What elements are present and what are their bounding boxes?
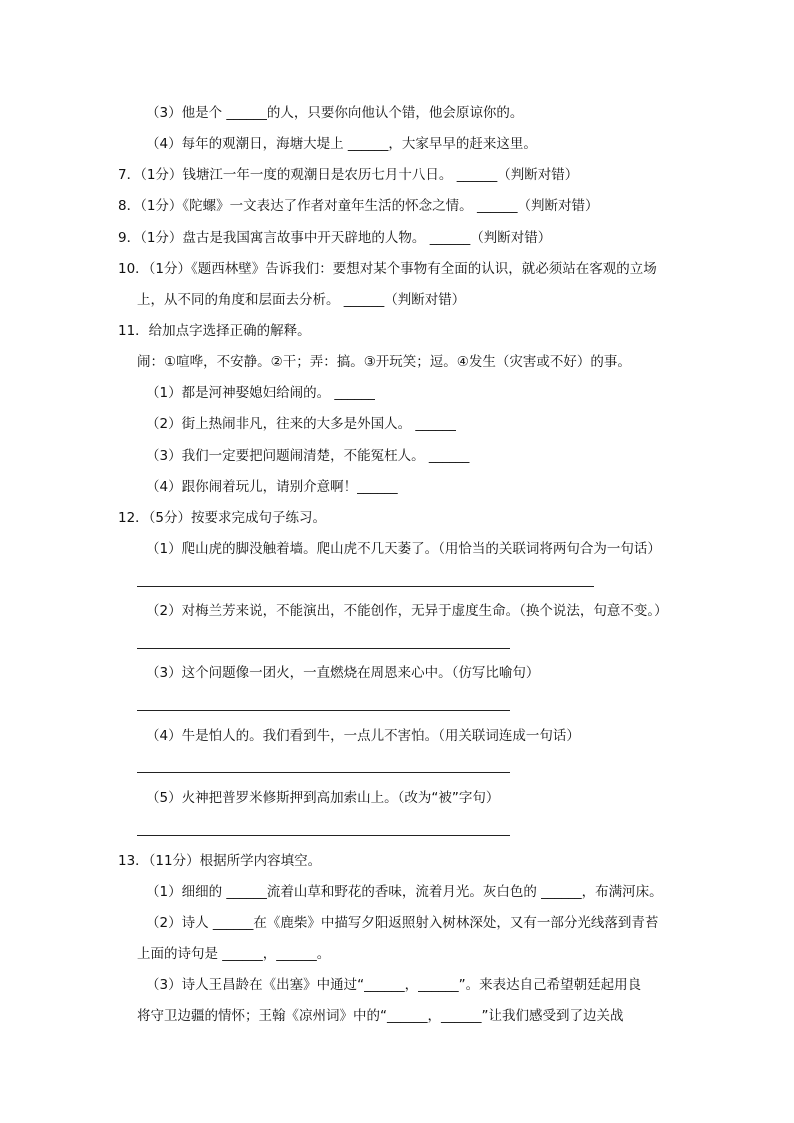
q13-item-3: （3）诗人王昌龄在《出塞》中通过“______，______”。来表达自己希望朝廷起用良: [146, 977, 642, 993]
q12-item-3: （3）这个问题像一团火，一直燃烧在周恩来心中。（仿写比喻句）: [146, 665, 540, 681]
q11-item-1: （1）都是河神娶媳妇给闹的。 ______: [146, 385, 375, 401]
question-7: 7．（1分）钱塘江一年一度的观潮日是农历七月十八日。 ______（判断对错）: [118, 167, 579, 183]
q12-item-4: （4）牛是怕人的。我们看到牛，一点儿不害怕。（用关联词连成一句话）: [146, 728, 580, 744]
answer-line-2: [137, 648, 510, 649]
question-11-definitions: 闹：①喧哗，不安静。②干；弄：搞。③开玩笑；逗。④发生（灾害或不好）的事。: [137, 354, 631, 370]
q12-item-2: （2）对梅兰芳来说，不能演出，不能创作，无异于虚度生命。（换个说法，句意不变。）: [146, 603, 668, 619]
q12-item-5: （5）火神把普罗米修斯押到高加索山上。（改为“被”字句）: [146, 790, 500, 806]
question-10: 10．（1分）《题西林壁》告诉我们：要想对某个事物有全面的认识，就必须站在客观的立场: [118, 261, 657, 277]
q11-item-4: （4）跟你闹着玩儿，请别介意啊！______: [146, 479, 398, 495]
question-8: 8．（1分）《陀螺》一文表达了作者对童年生活的怀念之情。 ______（判断对错）: [118, 198, 599, 214]
q13-item-3-cont: 将守卫边疆的情怀；王翰《凉州词》中的“______，______”让我们感受到了边关战: [137, 1008, 624, 1024]
q13-item-1: （1）细细的 ______流着山草和野花的香味，流着月光。灰白色的 ______，布满河床。: [146, 884, 663, 900]
question-13: 13．（11分）根据所学内容填空。: [118, 853, 322, 869]
q11-item-3: （3）我们一定要把问题闹清楚，不能冤枉人。 ______: [146, 448, 470, 464]
question-9: 9．（1分）盘古是我国寓言故事中开天辟地的人物。 ______（判断对错）: [118, 230, 552, 246]
question-12: 12．（5分）按要求完成句子练习。: [118, 510, 327, 526]
answer-line-3: [137, 710, 510, 711]
q13-item-2-cont: 上面的诗句是 ______，______。: [137, 946, 331, 962]
answer-line-5: [137, 835, 510, 836]
answer-line-1: [137, 586, 594, 587]
q11-item-2: （2）街上热闹非凡，往来的大多是外国人。 ______: [146, 416, 456, 432]
question-11: 11．给加点字选择正确的解释。: [118, 323, 311, 339]
question-10-cont: 上，从不同的角度和层面去分析。 ______（判断对错）: [137, 292, 466, 308]
q6-item-4: （4）每年的观潮日，海塘大堤上 ______，大家早早的赶来这里。: [146, 136, 537, 152]
q6-item-3: （3）他是个 ______的人，只要你向他认个错，他会原谅你的。: [146, 105, 524, 121]
q13-item-2: （2）诗人 ______在《鹿柴》中描写夕阳返照射入树林深处，又有一部分光线落到青苔: [146, 915, 659, 931]
answer-line-4: [137, 772, 510, 773]
q12-item-1: （1）爬山虎的脚没触着墙。爬山虎不几天萎了。（用恰当的关联词将两句合为一句话）: [146, 541, 661, 557]
